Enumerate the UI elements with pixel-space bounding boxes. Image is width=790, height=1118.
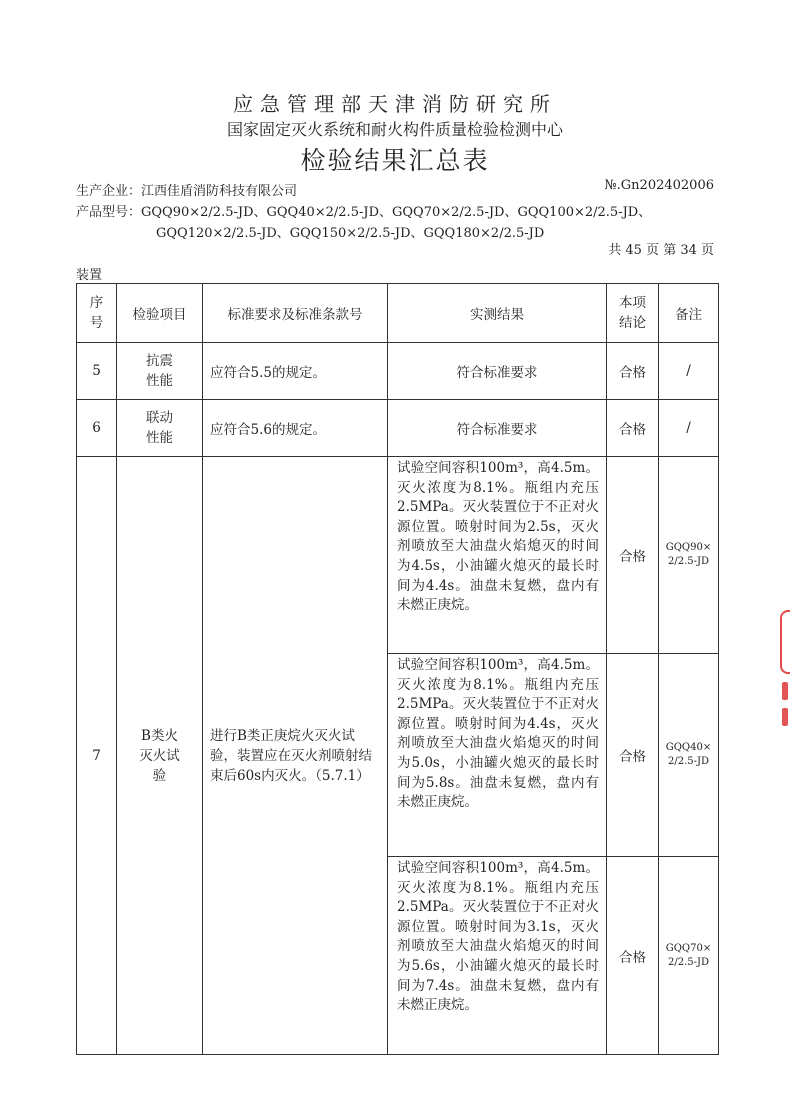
results-table [76, 283, 719, 1055]
model-line-1 [76, 201, 651, 220]
report-number: №.Gn202402006 [604, 178, 714, 193]
sub-note: GQQ40×2/2.5-JD [659, 654, 719, 857]
model-label: 产品型号： [76, 205, 142, 220]
row-result: 符合标准要求 [388, 400, 607, 457]
row-standard: 应符合5.6的规定。 [203, 400, 388, 457]
company-name: 江西佳盾消防科技有限公司 [141, 184, 298, 199]
row-item: 抗震性能 [117, 343, 203, 400]
row-standard: 进行B类正庚烷火灭火试验，装置应在灭火剂喷射结束后60s内灭火。（5.7.1） [203, 457, 388, 1055]
models-2: GQQ120×2/2.5-JD、GQQ150×2/2.5-JD、GQQ180×2/2.5-JD [156, 226, 545, 241]
company-label: 生产企业： [76, 184, 142, 199]
row-result: 符合标准要求 [388, 343, 607, 400]
table-row [77, 400, 719, 457]
sub-note: GQQ70×2/2.5-JD [659, 857, 719, 1055]
header-standard: 标准要求及标准条款号 [203, 284, 388, 343]
row-no: 5 [77, 343, 117, 400]
table-row [77, 343, 719, 400]
page-count: 共 45 页 第 34 页 [608, 243, 714, 258]
sub-note: GQQ90×2/2.5-JD [659, 457, 719, 654]
row-no: 6 [77, 400, 117, 457]
header-item: 检验项目 [117, 284, 203, 343]
header-conclusion: 本项结论 [607, 284, 659, 343]
row-conclusion: 合格 [607, 343, 659, 400]
row-item: B类火灭火试验 [117, 457, 203, 1055]
center-name: 国家固定灭火系统和耐火构件质量检验检测中心 [226, 120, 563, 139]
seal-edge-mark [776, 600, 790, 760]
header-note: 备注 [659, 284, 719, 343]
sub-conclusion: 合格 [607, 654, 659, 857]
header-no: 序号 [77, 284, 117, 343]
row-conclusion: 合格 [607, 400, 659, 457]
header-result: 实测结果 [388, 284, 607, 343]
row-note: / [659, 400, 719, 457]
sub-result: 试验空间容积100m³，高4.5m。灭火浓度为8.1%。瓶组内充压2.5MPa。灭火装置位于不正对火源位置。喷射时间为2.5s，灭火剂喷放至大油盘火焰熄灭的时间为4.5s，小油罐火熄灭的最长时间为4.4s。油盘未复燃，盘内有未燃正庚烷。 [388, 457, 607, 654]
document-title: 检验结果汇总表 [300, 146, 490, 175]
org-name: 应急管理部天津消防研究所 [233, 92, 557, 116]
sub-result: 试验空间容积100m³，高4.5m。灭火浓度为8.1%。瓶组内充压2.5MPa。灭火装置位于不正对火源位置。喷射时间为3.1s，灭火剂喷放至大油盘火焰熄灭的时间为5.6s，小油罐火熄灭的最长时间为7.4s。油盘未复燃，盘内有未燃正庚烷。 [388, 857, 607, 1055]
sub-result: 试验空间容积100m³，高4.5m。灭火浓度为8.1%。瓶组内充压2.5MPa。灭火装置位于不正对火源位置。喷射时间为4.4s，灭火剂喷放至大油盘火焰熄灭的时间为5.0s，小油罐火熄灭的最长时间为5.8s。油盘未复燃，盘内有未燃正庚烷。 [388, 654, 607, 857]
row-note: / [659, 343, 719, 400]
table-row [77, 457, 719, 654]
models-1: GQQ90×2/2.5-JD、GQQ40×2/2.5-JD、GQQ70×2/2.5-JD、GQQ100×2/2.5-JD、 [141, 205, 652, 220]
sub-conclusion: 合格 [607, 457, 659, 654]
sub-conclusion: 合格 [607, 857, 659, 1055]
row-item: 联动性能 [117, 400, 203, 457]
row-no: 7 [77, 457, 117, 1055]
row-standard: 应符合5.5的规定。 [203, 343, 388, 400]
company-line [76, 180, 297, 199]
section-label: 装置 [76, 268, 103, 283]
table-header-row [77, 284, 719, 343]
